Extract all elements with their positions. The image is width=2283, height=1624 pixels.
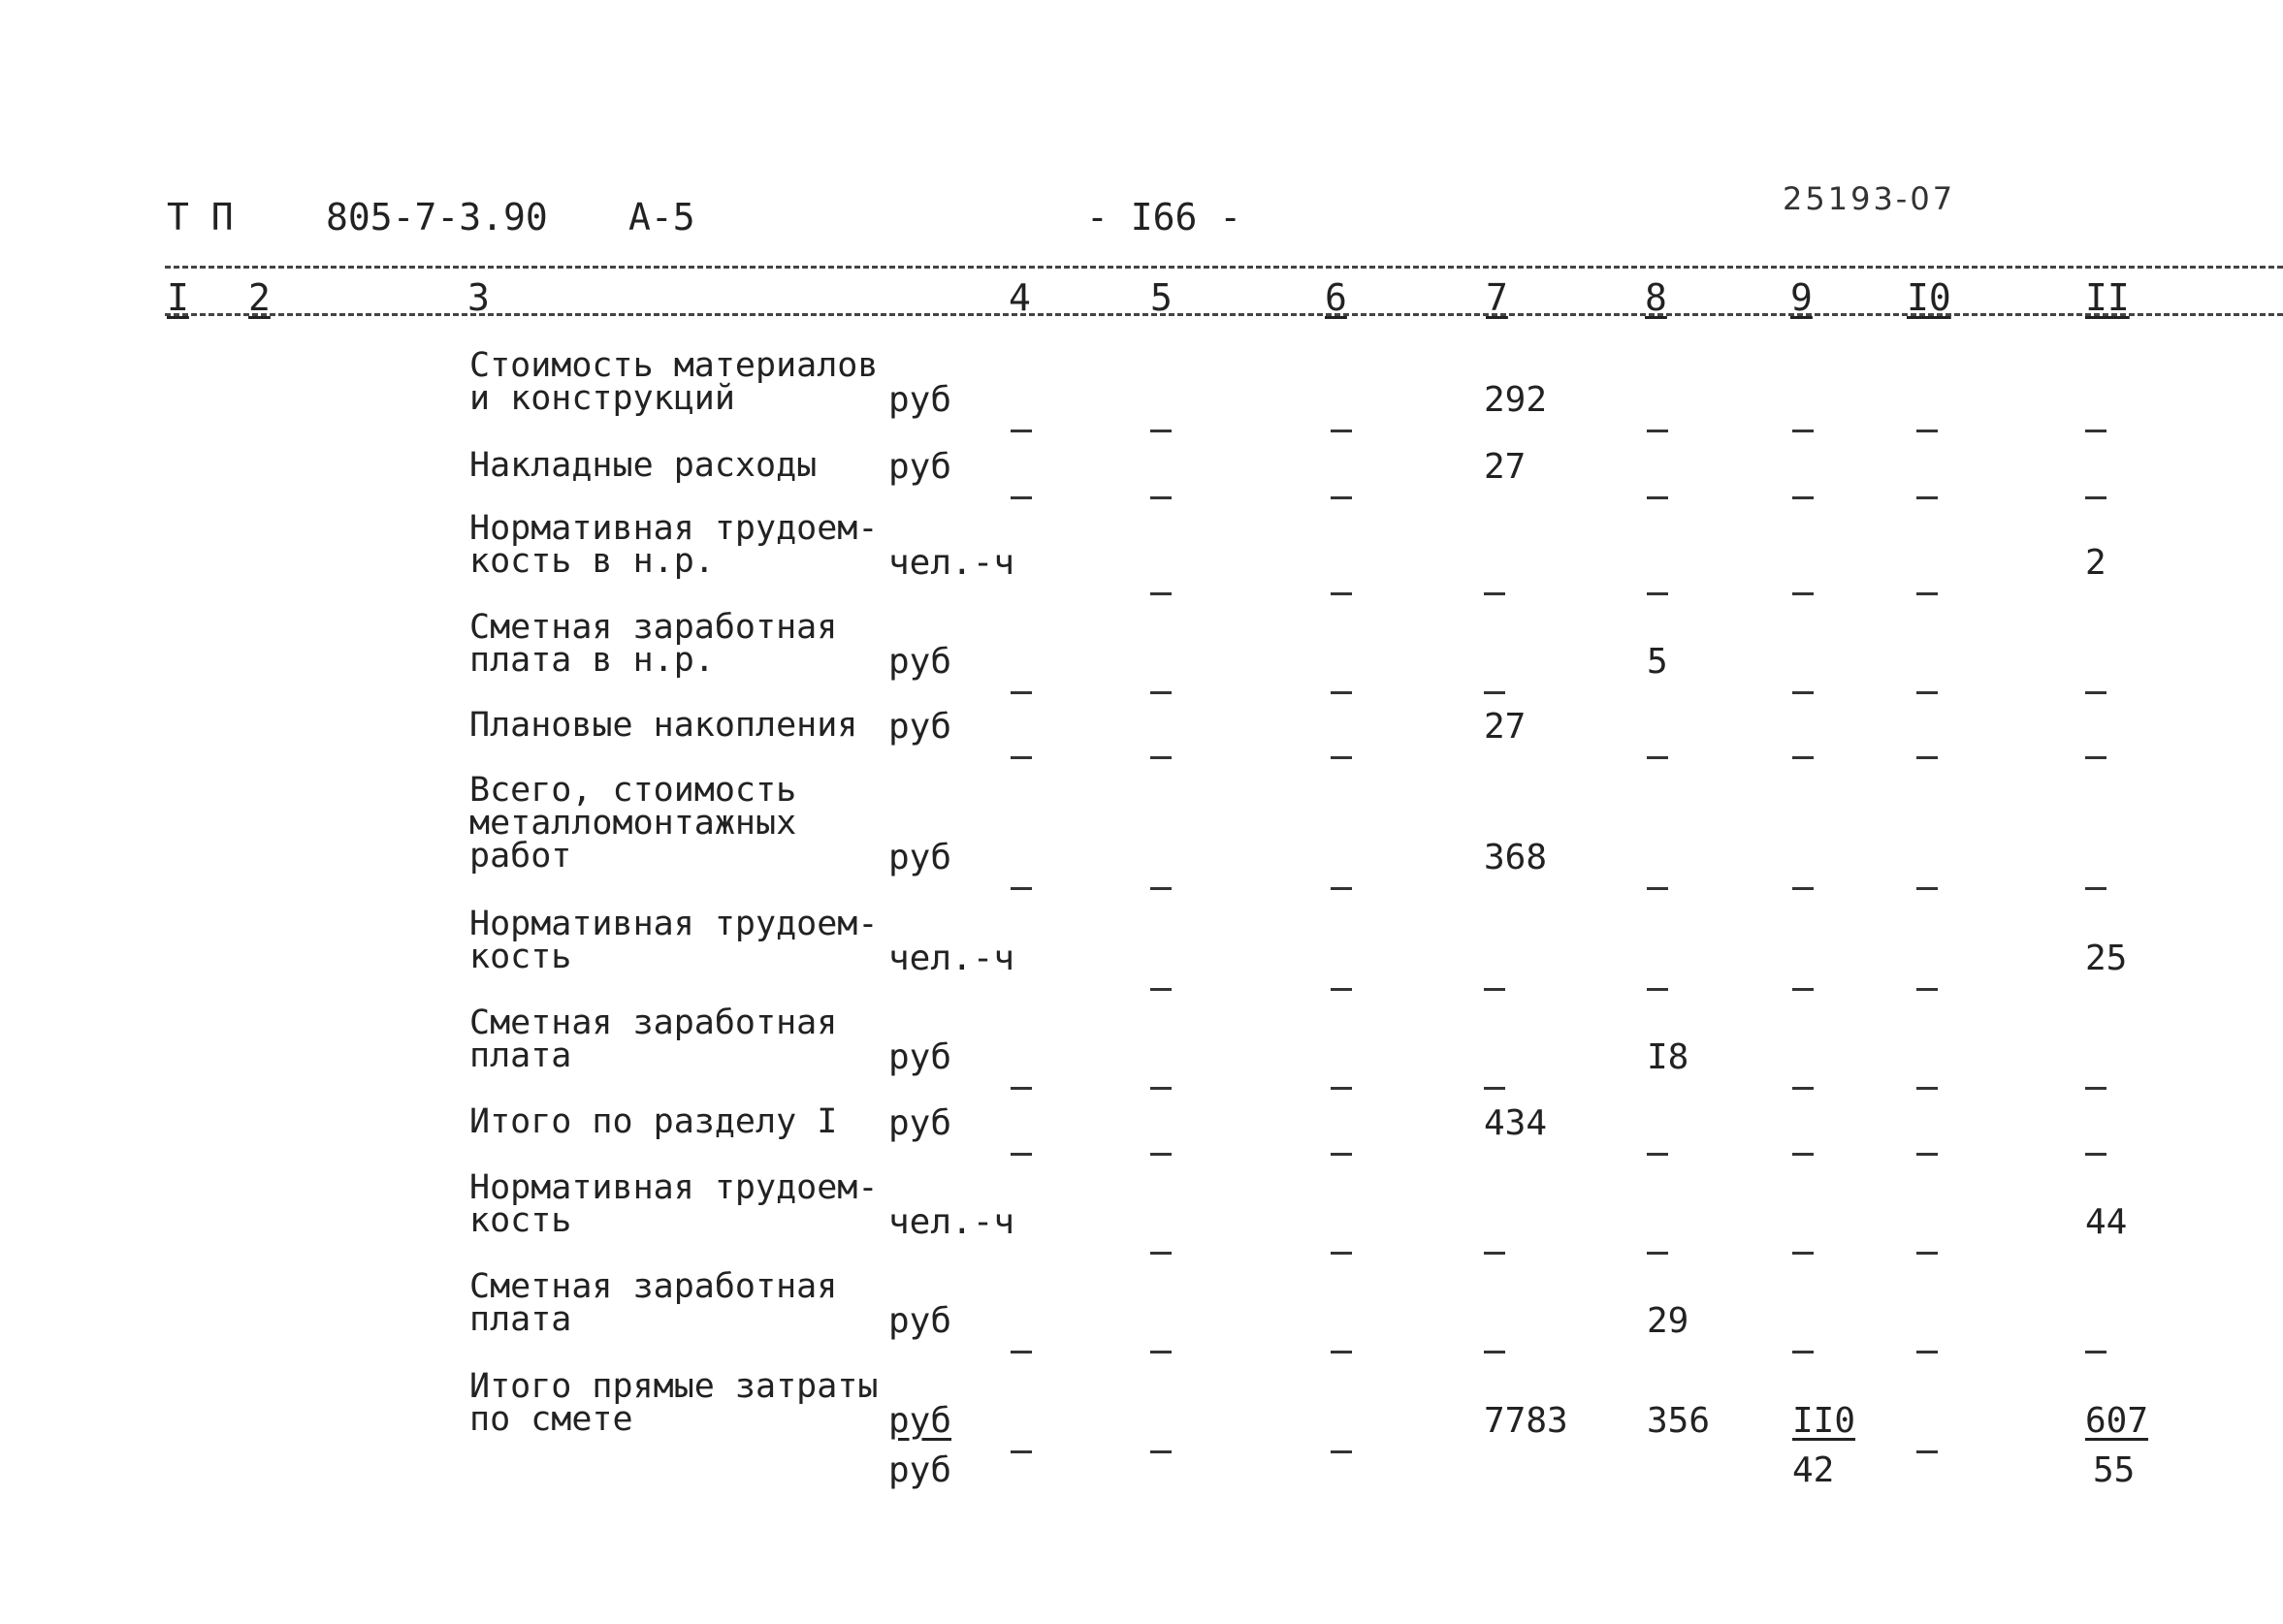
cell-c9 <box>1792 859 1814 899</box>
dash-mark <box>1916 496 1938 499</box>
extra-row-unit: руб <box>888 1450 952 1490</box>
cell-c6 <box>1331 564 1352 604</box>
dash-mark <box>1916 1087 1938 1090</box>
row-label: Сметная заработная плата <box>469 1267 838 1339</box>
cell-c7: 434 <box>1484 1103 1548 1143</box>
dash-mark <box>2085 691 2106 694</box>
row-label: Всего, стоимость металломонтажных работ <box>469 771 797 876</box>
dash-mark <box>1792 592 1814 595</box>
dash-mark <box>1011 887 1032 890</box>
col-number-1: I <box>167 276 189 319</box>
cell-c4 <box>1011 468 1032 508</box>
cell-c11 <box>2085 1059 2106 1099</box>
dash-mark <box>1792 1087 1814 1090</box>
dash-mark <box>1150 1153 1172 1156</box>
dash-mark <box>1150 592 1172 595</box>
dash-mark <box>1011 1087 1032 1090</box>
row-label: Нормативная трудоем- кость <box>469 1168 879 1240</box>
cell-c5 <box>1150 468 1172 508</box>
dash-mark <box>1150 988 1172 991</box>
dash-mark <box>1916 988 1938 991</box>
cell-c11 <box>2085 663 2106 703</box>
row-label: Стоимость материалов и конструкций <box>469 346 879 418</box>
cell-c4 <box>1011 728 1032 768</box>
cell-c8 <box>1647 401 1668 441</box>
dash-mark <box>1331 691 1352 694</box>
dash-mark <box>2085 1351 2106 1353</box>
dash-mark <box>1150 1087 1172 1090</box>
row-unit: руб <box>888 1301 952 1341</box>
cell-c8: 29 <box>1647 1301 1689 1341</box>
row-label: Нормативная трудоем- кость <box>469 905 879 976</box>
cell-c11: 2 <box>2085 543 2106 583</box>
row-unit: руб <box>888 707 952 747</box>
cell-c8 <box>1647 1125 1668 1164</box>
dash-mark <box>1331 1351 1352 1353</box>
dash-mark <box>1916 691 1938 694</box>
dash-mark <box>1916 887 1938 890</box>
cell-c10 <box>1916 728 1938 768</box>
dash-mark <box>1792 1252 1814 1255</box>
cell-c6 <box>1331 960 1352 1000</box>
dash-mark <box>1916 1450 1938 1453</box>
dash-mark <box>1647 988 1668 991</box>
dash-mark <box>1011 496 1032 499</box>
dash-mark <box>1647 1252 1668 1255</box>
cell-c6 <box>1331 401 1352 441</box>
dash-mark <box>1792 756 1814 759</box>
dash-mark <box>1011 1351 1032 1353</box>
cell-c8: 5 <box>1647 642 1668 682</box>
dash-mark <box>1150 691 1172 694</box>
cell-c5 <box>1150 728 1172 768</box>
cell-c10 <box>1916 859 1938 899</box>
dash-mark <box>1331 1087 1352 1090</box>
col-number-5: 5 <box>1150 276 1173 319</box>
cell-c7 <box>1484 1059 1505 1099</box>
cell-c6 <box>1331 468 1352 508</box>
dash-mark <box>1011 1450 1032 1453</box>
cell-c9 <box>1792 401 1814 441</box>
cell-c10 <box>1916 564 1938 604</box>
dash-mark <box>1916 592 1938 595</box>
dash-mark <box>1150 1450 1172 1453</box>
row-label: Итого по разделу I <box>469 1102 838 1141</box>
cell-c6 <box>1331 1422 1352 1462</box>
cell-c11 <box>2085 859 2106 899</box>
row-label: Нормативная трудоем- кость в н.р. <box>469 509 879 581</box>
col-number-8: 8 <box>1645 276 1667 319</box>
cell-c6 <box>1331 1322 1352 1362</box>
cell-c9 <box>1792 1125 1814 1164</box>
dash-mark <box>1647 430 1668 432</box>
cell-c8 <box>1647 960 1668 1000</box>
dash-mark <box>1647 1153 1668 1156</box>
dash-mark <box>1647 756 1668 759</box>
cell-c11 <box>2085 1322 2106 1362</box>
cell-c11 <box>2085 468 2106 508</box>
cell-c4 <box>1011 1059 1032 1099</box>
col-number-4: 4 <box>1009 276 1031 319</box>
col-number-6: 6 <box>1325 276 1347 319</box>
page-number: - I66 - <box>1086 196 1242 239</box>
cell-c4 <box>1011 401 1032 441</box>
cell-c6 <box>1331 1224 1352 1263</box>
dash-mark <box>1647 496 1668 499</box>
cell-c10 <box>1916 1125 1938 1164</box>
dash-mark <box>1792 1351 1814 1353</box>
row-unit: чел.-ч <box>888 939 1015 978</box>
dash-mark <box>1484 1351 1505 1353</box>
row-label: Сметная заработная плата в н.р. <box>469 608 838 680</box>
col-number-3: 3 <box>467 276 490 319</box>
extra-row-col-9: 42 <box>1792 1450 1835 1490</box>
cell-c7: 7783 <box>1484 1401 1568 1441</box>
cell-c6 <box>1331 728 1352 768</box>
cell-c10 <box>1916 663 1938 703</box>
album-label: А-5 <box>628 196 695 239</box>
dash-mark <box>1792 430 1814 432</box>
dash-mark <box>1331 1252 1352 1255</box>
dash-mark <box>1484 988 1505 991</box>
dash-mark <box>2085 887 2106 890</box>
row-unit: руб <box>888 1401 952 1441</box>
row-unit: руб <box>888 1103 952 1143</box>
cell-c7 <box>1484 1322 1505 1362</box>
cell-c4 <box>1011 663 1032 703</box>
cell-c5 <box>1150 1422 1172 1462</box>
dash-mark <box>2085 496 2106 499</box>
cell-c7 <box>1484 663 1505 703</box>
cell-c4 <box>1011 859 1032 899</box>
dash-mark <box>1484 1252 1505 1255</box>
cell-c11 <box>2085 728 2106 768</box>
row-unit: руб <box>888 1037 952 1077</box>
dash-mark <box>1916 430 1938 432</box>
cell-c8: I8 <box>1647 1037 1689 1077</box>
cell-c10 <box>1916 1059 1938 1099</box>
cell-c7: 27 <box>1484 707 1527 747</box>
dash-mark <box>1331 496 1352 499</box>
cell-c8 <box>1647 728 1668 768</box>
cell-c9 <box>1792 564 1814 604</box>
dash-mark <box>1331 1153 1352 1156</box>
dash-mark <box>1916 1351 1938 1353</box>
cell-c11: 25 <box>2085 939 2128 978</box>
cell-c5 <box>1150 1224 1172 1263</box>
dash-mark <box>1331 887 1352 890</box>
dash-mark <box>1011 1153 1032 1156</box>
dash-mark <box>1011 430 1032 432</box>
dash-mark <box>1150 756 1172 759</box>
cell-c6 <box>1331 1125 1352 1164</box>
cell-c4 <box>1011 1322 1032 1362</box>
cell-c10 <box>1916 468 1938 508</box>
row-label: Итого прямые затраты по смете <box>469 1367 879 1439</box>
dash-mark <box>1792 496 1814 499</box>
row-label: Сметная заработная плата <box>469 1003 838 1075</box>
cell-c9 <box>1792 1224 1814 1263</box>
dash-mark <box>1484 691 1505 694</box>
cell-c5 <box>1150 960 1172 1000</box>
cell-c11: 607 <box>2085 1401 2149 1441</box>
cell-c10 <box>1916 1224 1938 1263</box>
cell-c10 <box>1916 1422 1938 1462</box>
dash-mark <box>1647 592 1668 595</box>
cell-c5 <box>1150 1322 1172 1362</box>
row-unit: чел.-ч <box>888 543 1015 583</box>
cell-c5 <box>1150 1125 1172 1164</box>
cell-c5 <box>1150 401 1172 441</box>
dash-mark <box>1792 691 1814 694</box>
dash-mark <box>1792 988 1814 991</box>
dash-mark <box>1150 430 1172 432</box>
col-number-9: 9 <box>1790 276 1813 319</box>
cell-c6 <box>1331 859 1352 899</box>
row-unit: руб <box>888 838 952 877</box>
cell-c4 <box>1011 1125 1032 1164</box>
series-label: Т П <box>167 196 234 239</box>
cell-c7 <box>1484 960 1505 1000</box>
cell-c5 <box>1150 564 1172 604</box>
dash-mark <box>1331 1450 1352 1453</box>
cell-c9 <box>1792 1322 1814 1362</box>
inventory-stamp: 25193-07 <box>1783 180 1956 217</box>
cell-c10 <box>1916 1322 1938 1362</box>
dash-mark <box>1792 1153 1814 1156</box>
cell-c7: 368 <box>1484 838 1548 877</box>
row-unit: чел.-ч <box>888 1202 1015 1242</box>
row-unit: руб <box>888 447 952 487</box>
cell-c10 <box>1916 401 1938 441</box>
cell-c5 <box>1150 1059 1172 1099</box>
dash-mark <box>1150 1252 1172 1255</box>
cell-c5 <box>1150 859 1172 899</box>
row-label: Плановые накопления <box>469 706 858 745</box>
cell-c9 <box>1792 468 1814 508</box>
col-number-10: I0 <box>1907 276 1951 319</box>
cell-c11: 44 <box>2085 1202 2128 1242</box>
col-number-7: 7 <box>1486 276 1508 319</box>
dash-mark <box>1331 988 1352 991</box>
header-divider <box>165 266 2283 269</box>
dash-mark <box>1916 1252 1938 1255</box>
cell-c8 <box>1647 564 1668 604</box>
extra-row-col-11: 55 <box>2093 1450 2136 1490</box>
cell-c9 <box>1792 663 1814 703</box>
dash-mark <box>2085 756 2106 759</box>
dash-mark <box>1331 756 1352 759</box>
cell-c8 <box>1647 468 1668 508</box>
cell-c9 <box>1792 960 1814 1000</box>
cell-c10 <box>1916 960 1938 1000</box>
document-code: 805-7-3.90 <box>326 196 548 239</box>
cell-c9 <box>1792 728 1814 768</box>
col-number-11: II <box>2085 276 2130 319</box>
dash-mark <box>2085 1153 2106 1156</box>
cell-c8 <box>1647 859 1668 899</box>
dash-mark <box>1331 592 1352 595</box>
dash-mark <box>2085 430 2106 432</box>
cell-c7 <box>1484 1224 1505 1263</box>
dash-mark <box>1647 887 1668 890</box>
cell-c9 <box>1792 1059 1814 1099</box>
cell-c9: II0 <box>1792 1401 1856 1441</box>
cell-c11 <box>2085 401 2106 441</box>
dash-mark <box>1484 592 1505 595</box>
dash-mark <box>1331 430 1352 432</box>
cell-c5 <box>1150 663 1172 703</box>
dash-mark <box>1150 887 1172 890</box>
cell-c11 <box>2085 1125 2106 1164</box>
dash-mark <box>1011 691 1032 694</box>
col-number-2: 2 <box>248 276 271 319</box>
dash-mark <box>1916 1153 1938 1156</box>
cell-c8: 356 <box>1647 1401 1711 1441</box>
cell-c6 <box>1331 663 1352 703</box>
dash-mark <box>1150 1351 1172 1353</box>
dash-mark <box>1150 496 1172 499</box>
cell-c7: 27 <box>1484 447 1527 487</box>
cell-c8 <box>1647 1224 1668 1263</box>
cell-c4 <box>1011 1422 1032 1462</box>
dash-mark <box>1011 756 1032 759</box>
row-label: Накладные расходы <box>469 446 818 485</box>
dash-mark <box>1484 1087 1505 1090</box>
row-unit: руб <box>888 642 952 682</box>
cell-c6 <box>1331 1059 1352 1099</box>
row-unit: руб <box>888 380 952 420</box>
dash-mark <box>1916 756 1938 759</box>
cell-c7 <box>1484 564 1505 604</box>
dash-mark <box>1792 887 1814 890</box>
cell-c7: 292 <box>1484 380 1548 420</box>
dash-mark <box>2085 1087 2106 1090</box>
